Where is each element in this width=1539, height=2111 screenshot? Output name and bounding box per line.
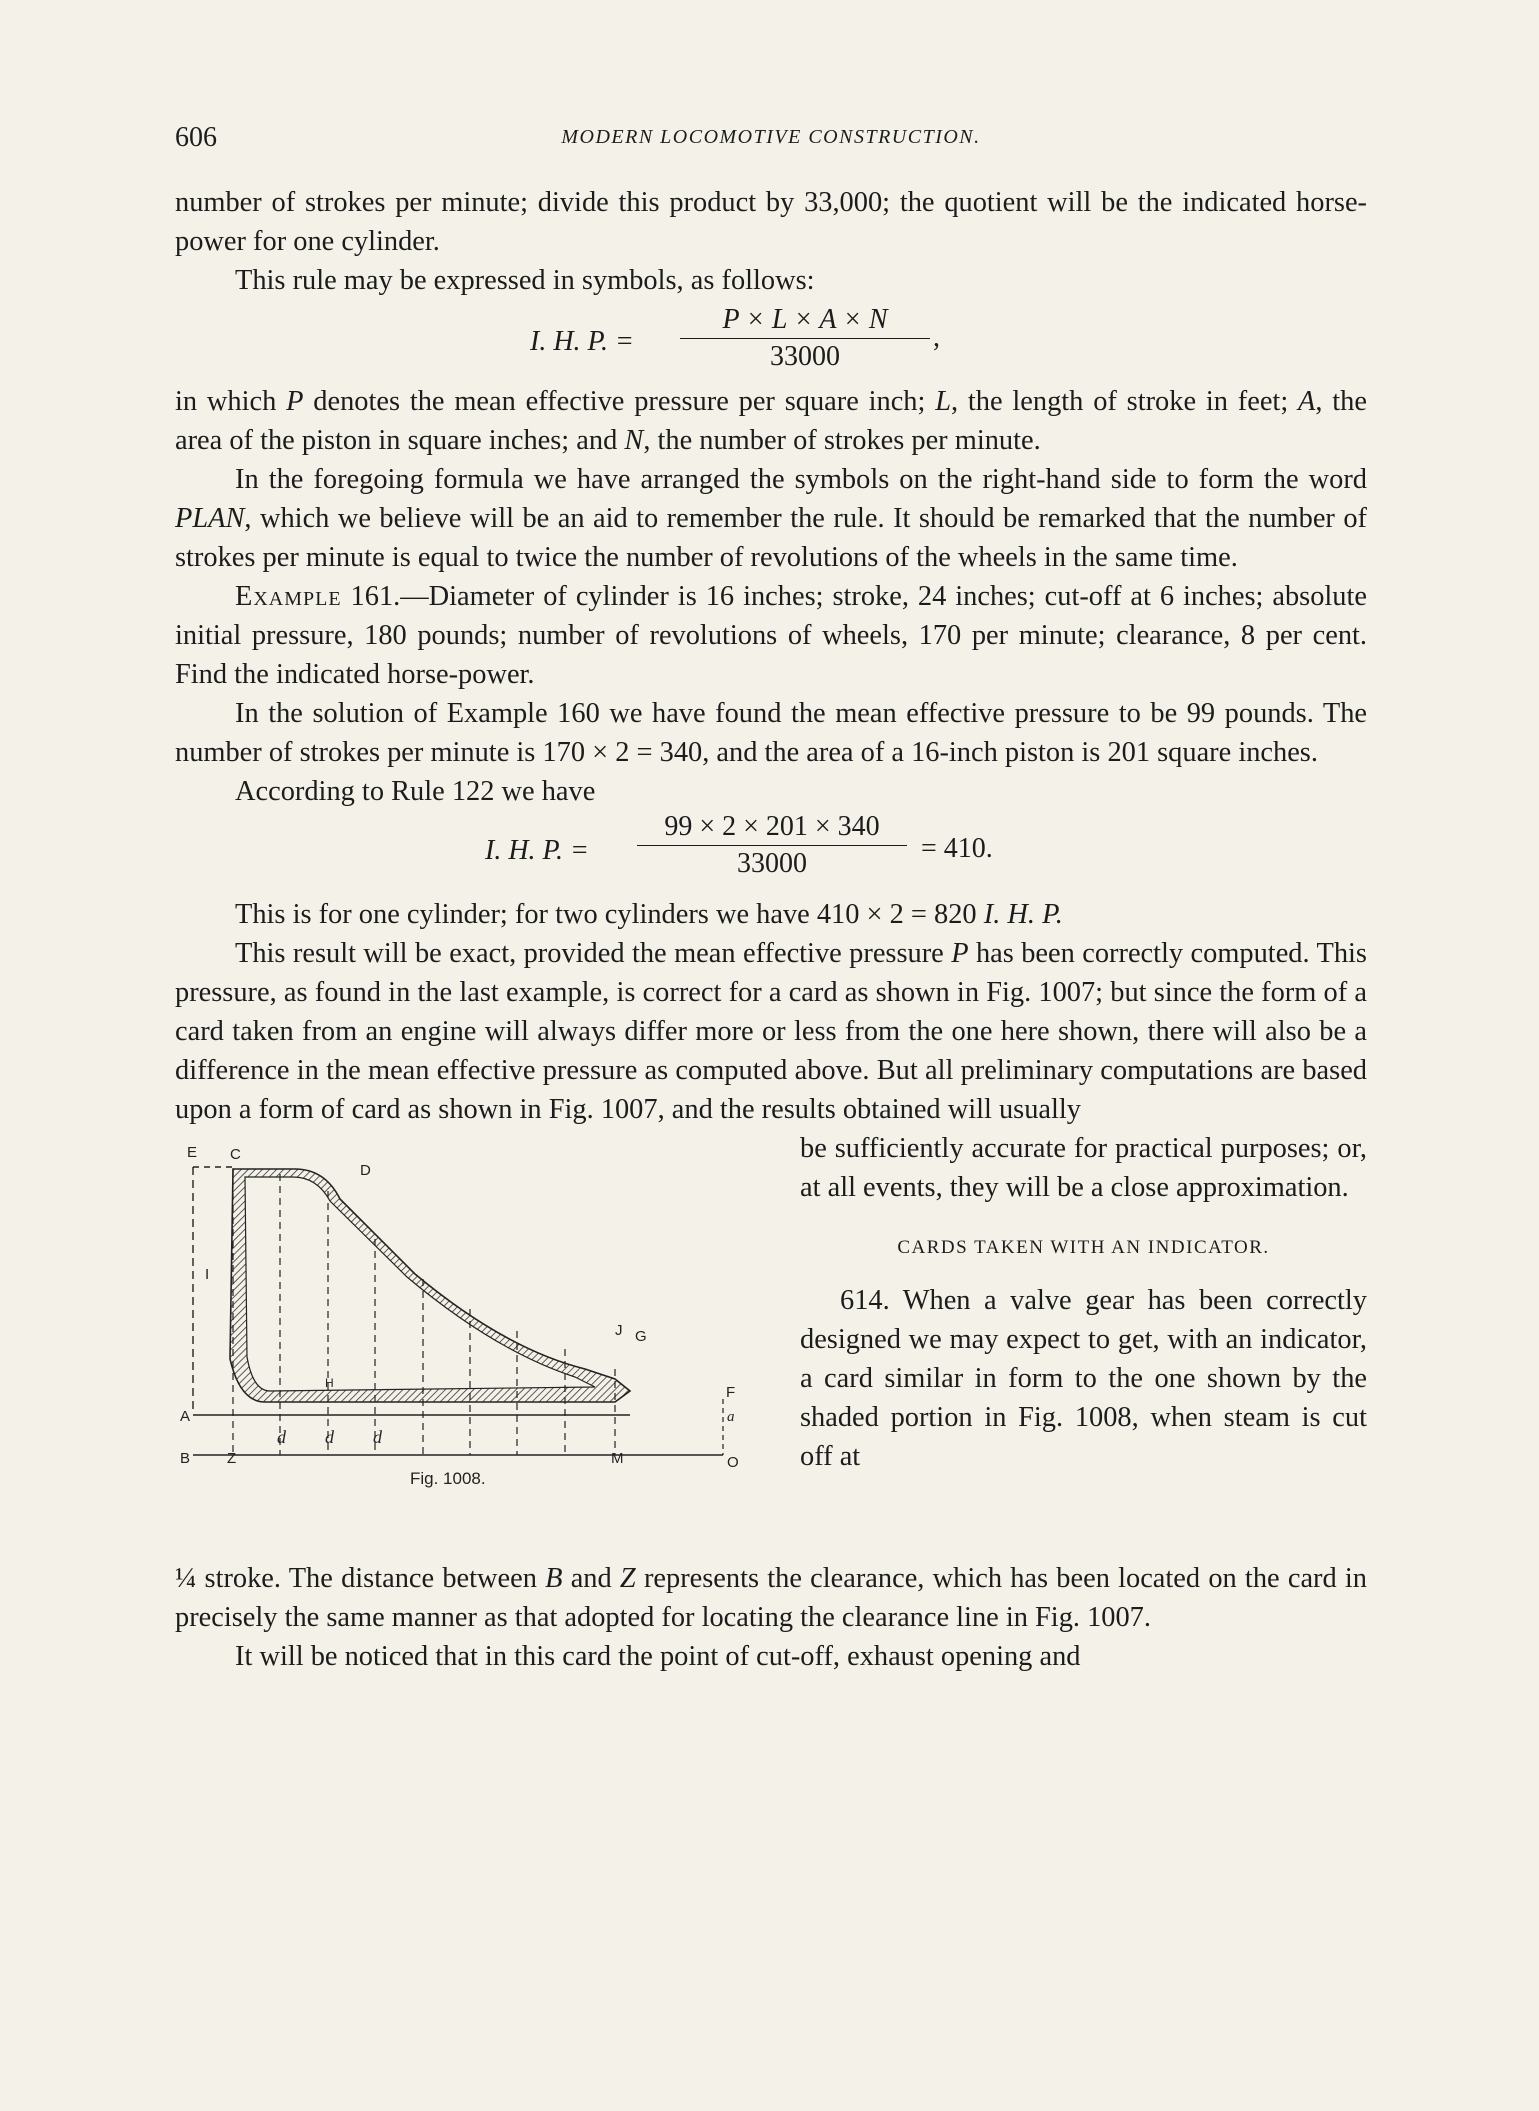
section-heading: CARDS TAKEN WITH AN INDICATOR. [897, 1237, 1270, 1258]
page-body [175, 183, 1367, 1676]
equation-fraction [637, 811, 907, 880]
fraction-bar [637, 845, 907, 846]
fraction-bar [680, 338, 930, 339]
label-H: H [325, 1376, 334, 1390]
equation-ihp-formula [175, 300, 1367, 382]
page-header [175, 122, 1367, 162]
equation-denominator: 33000 [770, 341, 840, 372]
example-label: Example [235, 581, 342, 612]
equation-numerator: P × L × A × N [722, 304, 888, 335]
paragraph-exact-result: This result will be exact, provided the mean effective pressure P has been correctly computed. This pressure, as found in the last example, is correct for a card as shown in Fig. 1007; but since the form of a card taken from an engine will always differ more or less from the one here shown, there will also be a difference in the mean effective pressure as computed above. But all preliminary computations are based upon a form of card as shown in Fig. 1007, and the results obtained will usually [175, 938, 1367, 1125]
paragraph-rule-122: According to Rule 122 we have [235, 776, 596, 807]
figure-1008 [175, 1129, 755, 1559]
label-Z: Z [227, 1450, 237, 1467]
label-J: J [615, 1322, 623, 1339]
side-column [800, 1129, 1367, 1476]
label-a: a [727, 1409, 735, 1425]
label-B: B [180, 1450, 191, 1467]
equation-result: = 410. [921, 833, 993, 864]
label-D: D [360, 1162, 371, 1179]
label-d-3: d [373, 1427, 382, 1447]
page-number: 606 [175, 122, 217, 153]
label-F: F [726, 1384, 736, 1401]
label-O: O [727, 1454, 739, 1471]
label-A: A [180, 1408, 191, 1425]
label-d-2: d [325, 1427, 334, 1447]
indicator-card-diagram [175, 1129, 755, 1559]
paragraph-solution: In the solution of Example 160 we have found the mean effective pressure to be 99 pounds. The number of strokes per minute is 170 × 2 = 340, and the area of a 16-inch piston is 201 square inches. [175, 698, 1367, 768]
figure-caption: Fig. 1008. [410, 1469, 486, 1488]
paragraph-approximation: be sufficiently accurate for practical purposes; or, at all events, they will be a close approximation. [800, 1133, 1367, 1203]
equation-fraction [680, 304, 930, 373]
label-C: C [230, 1146, 241, 1163]
equation-lhs: I. H. P. = [530, 326, 634, 357]
label-M: M [611, 1450, 624, 1467]
label-E: E [187, 1144, 198, 1161]
paragraph-614: 614. When a valve gear has been correctly designed we may expect to get, with an indicator, a card similar in form to the one shown by the shaded portion in Fig. 1008, when steam is cut off at [800, 1285, 1367, 1472]
equation-denominator: 33000 [737, 848, 807, 879]
equation-trail: , [933, 322, 940, 353]
label-d-1: d [277, 1427, 286, 1447]
paragraph-plan: In the foregoing formula we have arranged the symbols on the right-hand side to form the word PLAN, which we believe will be an aid to remember the rule. It should be remarked that the number of strokes per minute is equal to twice the number of revolutions of the wheels in the same time. [175, 464, 1367, 573]
paragraph-rule-intro: This rule may be expressed in symbols, as follows: [235, 265, 815, 296]
paragraph-example-161: Example 161.—Diameter of cylinder is 16 inches; stroke, 24 inches; cut-off at 6 inches; absolute initial pressure, 180 pounds; number of revolutions of wheels, 170 per minute; clearance, 8 per cent. Find the indicated horse-power. [175, 581, 1367, 690]
equation-ihp-result [175, 811, 1367, 895]
paragraph-cut-off: It will be noticed that in this card the point of cut-off, exhaust opening and [235, 1641, 1081, 1672]
paragraph-clearance: ¼ stroke. The distance between B and Z represents the clearance, which has been located on the card in precisely the same manner as that adopted for locating the clearance line in Fig. 1007. [175, 1563, 1368, 1633]
label-G: G [635, 1328, 647, 1345]
label-I: I [205, 1266, 210, 1283]
figure-block [175, 1129, 1367, 1559]
paragraph-continued: number of strokes per minute; divide this product by 33,000; the quotient will be the indicated horse-power for one cylinder. [175, 187, 1367, 257]
equation-numerator: 99 × 2 × 201 × 340 [664, 811, 880, 842]
running-head: MODERN LOCOMOTIVE CONSTRUCTION. [561, 126, 981, 148]
equation-lhs: I. H. P. = [485, 835, 589, 866]
paragraph-symbol-definitions: in which P denotes the mean effective pressure per square inch; L, the length of stroke in feet; A, the area of the piston in square inches; and N, the number of strokes per minute. [175, 386, 1367, 456]
paragraph-two-cylinders: This is for one cylinder; for two cylinders we have 410 × 2 = 820 I. H. P. [235, 899, 1063, 930]
